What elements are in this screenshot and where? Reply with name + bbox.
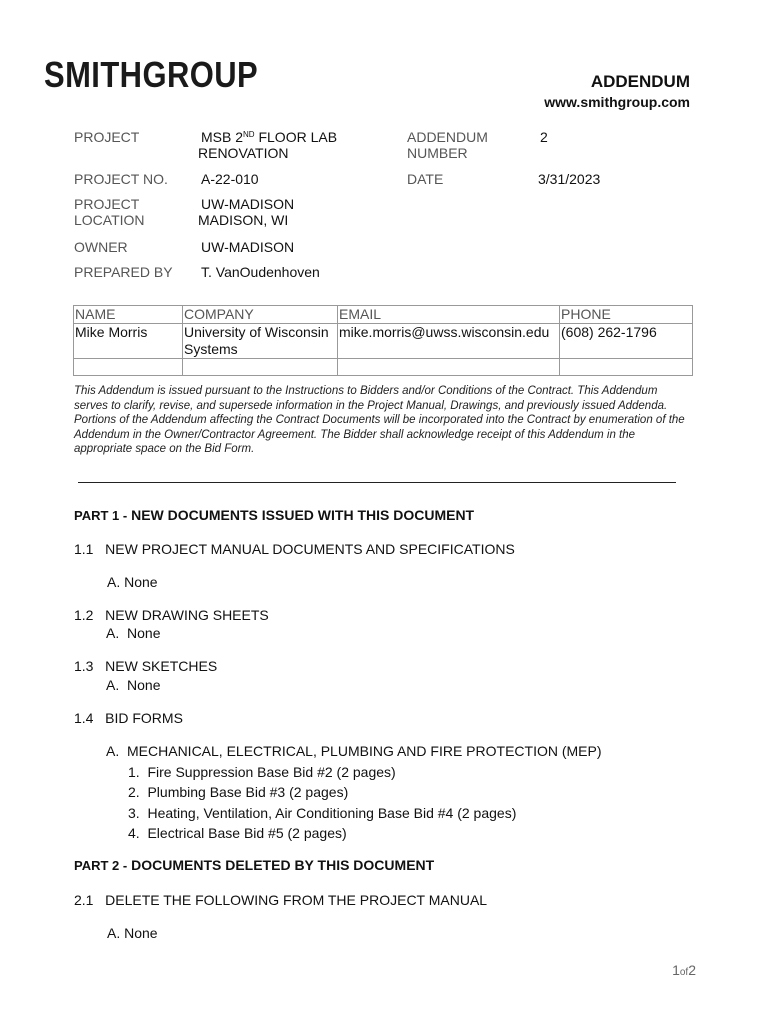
- empty-cell: [183, 359, 338, 376]
- section-1-3: [74, 658, 217, 674]
- empty-cell: [74, 359, 183, 376]
- prepared-by-label: PREPARED BY: [74, 264, 173, 280]
- section-number: 1.1: [74, 541, 94, 557]
- project-no-value: A-22-010: [201, 171, 259, 187]
- location-label-line2: LOCATION: [74, 212, 145, 228]
- part1-title: NEW DOCUMENTS ISSUED WITH THIS DOCUMENT: [131, 507, 475, 523]
- part1-heading: [74, 507, 474, 523]
- table-header-row: [74, 306, 693, 324]
- contact-company-line2: Systems: [184, 341, 238, 357]
- project-value-line2: RENOVATION: [198, 145, 289, 161]
- section-1-4: [74, 710, 183, 726]
- section-title: NEW PROJECT MANUAL DOCUMENTS AND SPECIFICATIONS: [105, 541, 515, 557]
- empty-cell: [560, 359, 693, 376]
- section-number: 1.4: [74, 710, 94, 726]
- bid-form-item-2: 2. Plumbing Base Bid #3 (2 pages): [128, 784, 349, 800]
- part1-number: PART 1 -: [74, 508, 128, 523]
- section-1-1-item: A. None: [107, 574, 158, 590]
- part2-title: DOCUMENTS DELETED BY THIS DOCUMENT: [131, 857, 435, 873]
- header-name: NAME: [74, 306, 183, 324]
- addendum-number-label-line1: ADDENDUM: [407, 129, 488, 145]
- page-of: of: [679, 967, 689, 978]
- section-number: 1.3: [74, 658, 94, 674]
- section-1-4-item: A. MECHANICAL, ELECTRICAL, PLUMBING AND FIRE PROTECTION (MEP): [106, 743, 602, 759]
- contact-company: [183, 324, 338, 359]
- bid-form-item-1: 1. Fire Suppression Base Bid #2 (2 pages): [128, 764, 396, 780]
- date-value: 3/31/2023: [538, 171, 601, 187]
- divider: [78, 482, 676, 483]
- table-empty-row: [74, 359, 693, 376]
- table-row: [74, 324, 693, 359]
- project-value-part1: MSB 2: [201, 129, 244, 145]
- project-value: [201, 129, 337, 145]
- owner-label: OWNER: [74, 239, 128, 255]
- website-link[interactable]: www.smithgroup.com: [544, 94, 690, 110]
- page-indicator: [672, 962, 696, 978]
- document-title: ADDENDUM: [590, 72, 690, 91]
- section-1-2: [74, 607, 269, 623]
- contact-name: Mike Morris: [74, 324, 183, 359]
- contact-company-line1: University of Wisconsin: [184, 324, 329, 340]
- bid-form-item-4: 4. Electrical Base Bid #5 (2 pages): [128, 825, 347, 841]
- part2-number: PART 2 -: [74, 858, 128, 873]
- section-number: 1.2: [74, 607, 94, 623]
- location-value-line2: MADISON, WI: [198, 212, 289, 228]
- header-email: EMAIL: [338, 306, 560, 324]
- header-phone: PHONE: [560, 306, 693, 324]
- page-total: 2: [688, 962, 696, 978]
- section-title: NEW SKETCHES: [105, 658, 218, 674]
- section-1-2-item: A. None: [106, 625, 161, 641]
- section-title: DELETE THE FOLLOWING FROM THE PROJECT MANUAL: [105, 892, 488, 908]
- project-value-superscript: ND: [243, 130, 255, 139]
- location-label-line1: PROJECT: [74, 196, 140, 212]
- section-number: 2.1: [74, 892, 94, 908]
- contact-phone: (608) 262-1796: [560, 324, 693, 359]
- section-1-1: [74, 541, 515, 557]
- section-title: BID FORMS: [105, 710, 183, 726]
- project-no-label: PROJECT NO.: [74, 171, 168, 187]
- section-title: NEW DRAWING SHEETS: [105, 607, 269, 623]
- part2-heading: [74, 857, 434, 873]
- addendum-number-value: 2: [540, 129, 548, 145]
- bid-form-item-3: 3. Heating, Ventilation, Air Conditioning Base Bid #4 (2 pages): [128, 805, 517, 821]
- header-company: COMPANY: [183, 306, 338, 324]
- date-label: DATE: [407, 171, 444, 187]
- project-value-part2: FLOOR LAB: [254, 129, 338, 145]
- owner-value: UW-MADISON: [201, 239, 295, 255]
- section-2-1: [74, 892, 487, 908]
- intro-paragraph: This Addendum is issued pursuant to the Instructions to Bidders and/or Conditions of the Contract. This Addendum serves to clarify, revise, and supersede information in the Project Manual, Drawings, and previously issued Addenda. Portions of the Addendum affecting the Contract Documents will be incorporated into the Contract by enumeration of the Addendum in the Owner/Contractor Agreement. The Bidder shall acknowledge receipt of this Addendum in the appropriate space on the Bid Form.: [74, 385, 685, 456]
- contact-email[interactable]: mike.morris@uwss.wisconsin.edu: [338, 324, 560, 359]
- contacts-table: [73, 305, 693, 376]
- empty-cell: [338, 359, 560, 376]
- prepared-by-value: T. VanOudenhoven: [201, 264, 320, 280]
- section-1-3-item: A. None: [106, 677, 161, 693]
- section-2-1-item: A. None: [107, 925, 158, 941]
- smithgroup-logo: SMITHGROUP: [44, 54, 259, 95]
- project-label: PROJECT: [74, 129, 140, 145]
- location-value-line1: UW-MADISON: [201, 196, 295, 212]
- addendum-number-label-line2: NUMBER: [407, 145, 468, 161]
- page-current: 1: [672, 962, 680, 978]
